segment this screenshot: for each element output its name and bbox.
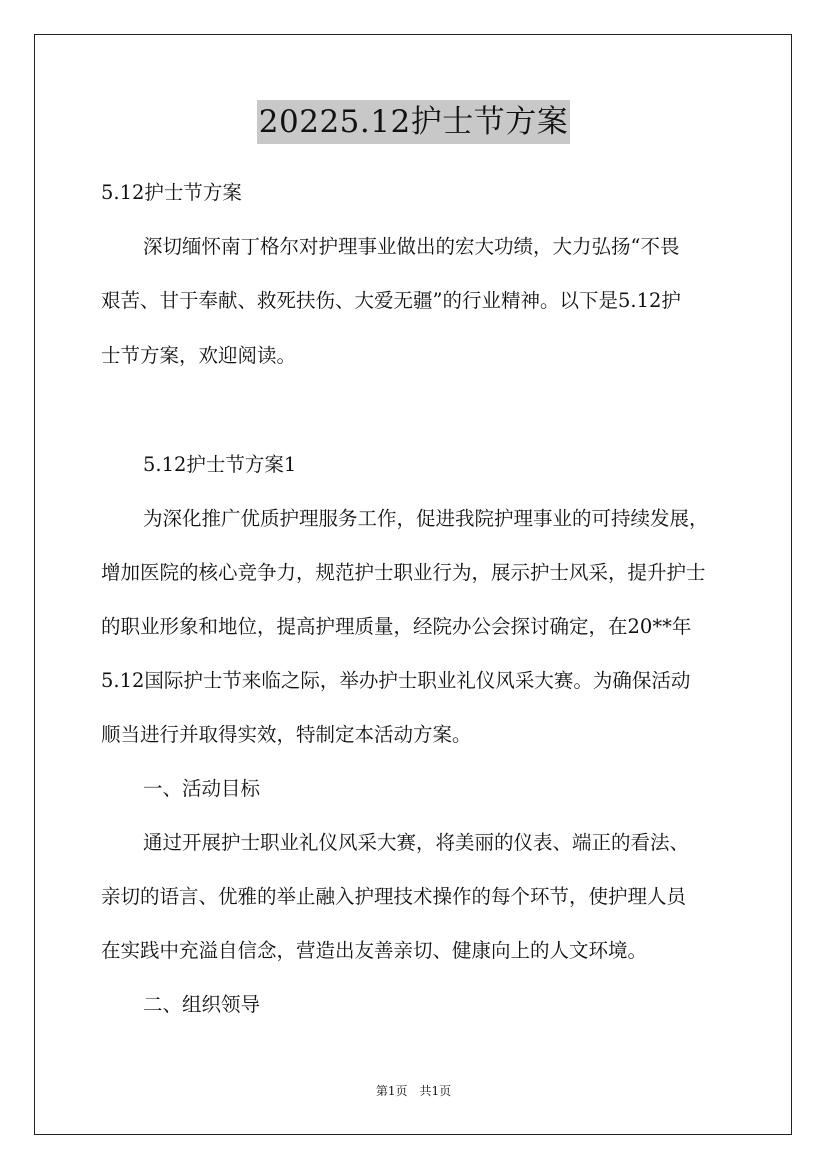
plan-paragraph-line-4: 5.12国际护士节来临之际，举办护士职业礼仪风采大赛。为确保活动 — [101, 669, 691, 692]
goals-paragraph-line-2: 亲切的语言、优雅的举止融入护理技术操作的每个环节，使护理人员 — [101, 885, 687, 908]
goals-paragraph-line-3: 在实践中充溢自信念，营造出友善亲切、健康向上的人文环境。 — [101, 939, 648, 962]
document-title: 20225.12护士节方案 — [257, 100, 570, 144]
section-heading-goals: 一、活动目标 — [143, 777, 261, 800]
goals-paragraph-line-1: 通过开展护士职业礼仪风采大赛，将美丽的仪表、端正的看法、 — [143, 831, 690, 854]
intro-line-2: 艰苦、甘于奉献、救死扶伤、大爱无疆”的行业精神。以下是5.12护 — [101, 289, 681, 312]
intro-line-1: 深切缅怀南丁格尔对护理事业做出的宏大功绩，大力弘扬“不畏 — [143, 235, 680, 258]
subtitle-line: 5.12护士节方案 — [101, 181, 242, 204]
title-wrap — [0, 100, 827, 144]
section-heading-organization: 二、组织领导 — [143, 993, 261, 1016]
intro-line-3: 士节方案，欢迎阅读。 — [101, 344, 297, 367]
plan-paragraph-line-5: 顺当进行并取得实效，特制定本活动方案。 — [101, 723, 472, 746]
plan-paragraph-line-3: 的职业形象和地位，提高护理质量，经院办公会探讨确定，在20**年 — [101, 615, 692, 638]
section-heading-plan-1: 5.12护士节方案1 — [143, 453, 297, 476]
page-footer: 第1页 共1页 — [375, 1084, 452, 1098]
plan-paragraph-line-2: 增加医院的核心竞争力，规范护士职业行为，展示护士风采，提升护士 — [101, 561, 706, 584]
plan-paragraph-line-1: 为深化推广优质护理服务工作，促进我院护理事业的可持续发展， — [143, 507, 709, 530]
